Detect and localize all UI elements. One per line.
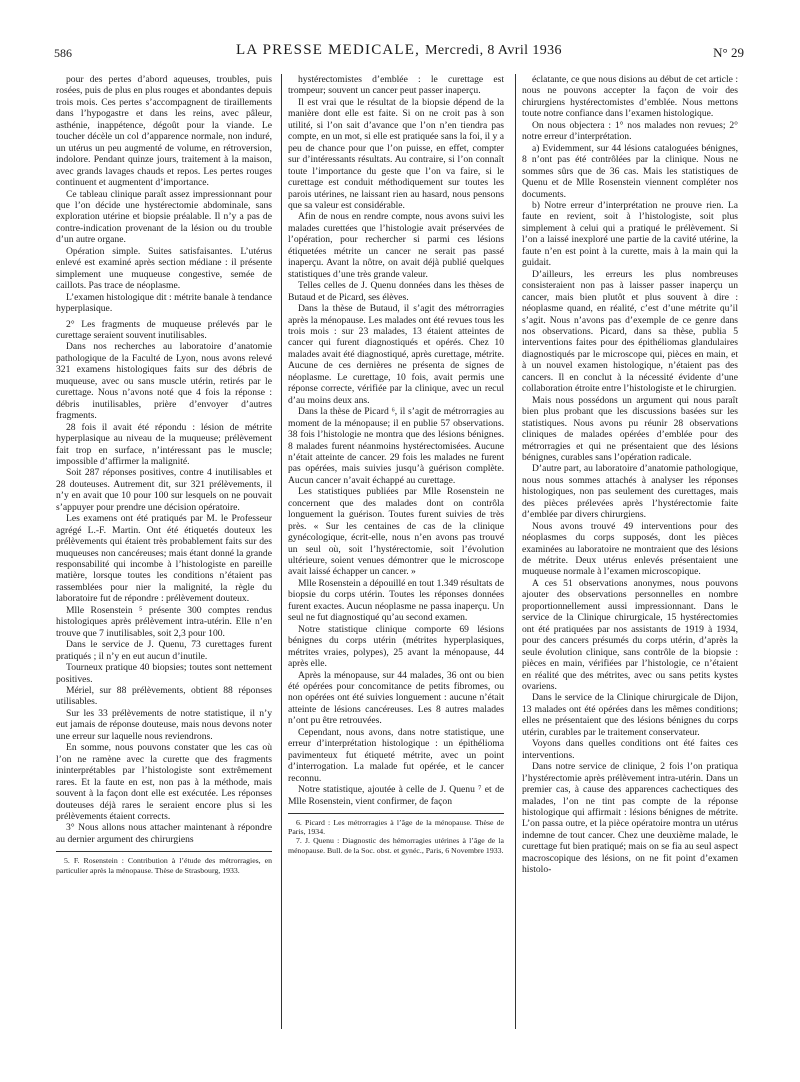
footnote-separator	[56, 851, 272, 852]
paragraph: Tourneux pratique 40 biopsies; toutes sont nettement positives.	[56, 662, 272, 685]
paragraph: Il est vrai que le résultat de la biopsie dépend de la manière dont elle est faite. Si on ne croit pas à son utilité, si l’on sait d’avance que l’on n’en tiendra pas compte, en un mot, si elle est pratiquée sans la foi, il y a peu de chance pour que l’on puisse, en effet, compter sur d’intéressants résultats. Au contraire, si l’on connaît toute l’importance du geste que l’on va faire, si le curettage est conduit méthodiquement sur toutes les parois utérines, ne laissant rien au hasard, nous pensons que sa valeur est considérable.	[288, 96, 504, 211]
paragraph: D’ailleurs, les erreurs les plus nombreuses consisteraient non pas à laisser passer inaperçu un cancer, mais bien plutôt et plus souvent à dire : néoplasme quand, en réalité, c’est d’une métrite qu’il s’agit. Nous n’avons pas d’exemple de ce genre dans nos observations. Picard, dans sa thèse, publia 5 interventions faites pour des épithéliomas glandulaires diagnostiqués par le microscope qui, pièces en main, et à un nouvel examen histologique, n’étaient pas des cancers. Il en conclut à la nécessité évidente d’une collaboration étroite entre l’histologiste et le chirurgien.	[522, 268, 738, 395]
journal-title: LA PRESSE MEDICALE,	[236, 42, 421, 58]
column-divider	[281, 74, 282, 1029]
paragraph: Les examens ont été pratiqués par M. le Professeur agrégé L.-F. Martin. Ont été étiquetés douteux les prélèvements qui étaient très probablement faits sur des muqueuses non cancéreuses; mais étant donné la grande responsabilité qui incombe à l’histologiste en pareille matière, lorsque toutes les conditions n’étaient pas rassemblées pour nier la malignité, la règle du laboratoire fut de répondre : prélèvement douteux.	[56, 513, 272, 605]
paragraph: b) Notre erreur d’interprétation ne prouve rien. La faute en revient, soit à l’histologiste, soit plus simplement à celui qui a pratiqué le prélèvement. Si l’on a laissé inexploré une partie de la cavité utérine, la faute n’en est point à la curette, mais à la main qui la guidait.	[522, 199, 738, 269]
text-column-2	[288, 74, 504, 855]
paragraph: Cependant, nous avons, dans notre statistique, une erreur d’interprétation histologique : un épithélioma pavimenteux fut étiqueté métrite, avec un point d’interrogation. La malade fut opérée, et le cancer reconnu.	[288, 726, 504, 784]
paragraph: Après la ménopause, sur 44 malades, 36 ont ou bien été opérées pour concomitance de petits fibromes, ou non opérées ont été suivies longuement : aucune n’était atteinte de lésions cancéreuses. Les 8 autres malades n’ont pu être retrouvées.	[288, 669, 504, 727]
paragraph: Ce tableau clinique paraît assez impressionnant pour que l’on décide une hystérectomie abdominale, sans exploration utérine et biopsie préalable. Il n’y a pas de contre-indication provenant de la lésion ou du trouble d’un autre organe.	[56, 188, 272, 246]
paragraph: 2° Les fragments de muqueuse prélevés par le curettage seraient souvent inutilisables.	[56, 318, 272, 341]
paragraph: 28 fois il avait été répondu : lésion de métrite hyperplasique au niveau de la muqueuse; prélèvement fait trop en surface, n’intéressant pas le muscle; impossible d’affirmer la malignité.	[56, 421, 272, 467]
paragraph: Dans la thèse de Butaud, il s’agit des métrorragies après la ménopause. Les malades ont été revues tous les trois mois : sur 23 malades, 13 étaient atteintes de cancer qui furent diagnostiqués et opérés. Chez 10 malades avait été diagnostiqué, après curettage, métrite. Aucune de ces dernières ne présenta de signes de néoplasme. Le curettage, 10 fois, avait permis une réponse correcte, vérifiée par la clinique, avec un recul d’au moins deux ans.	[288, 303, 504, 406]
paragraph: Mlle Rosenstein a dépouillé en tout 1.349 résultats de biopsie du corps utérin. Toutes les réponses données furent exactes. Aucun néoplasme ne passa inaperçu. Un seul ne fut diagnostiqué qu’au second examen.	[288, 577, 504, 624]
paragraph: Opération simple. Suites satisfaisantes. L’utérus enlevé est examiné après section médiane : il présente simplement une muqueuse congestive, semée de caillots. Pas trace de néoplasme.	[56, 245, 272, 292]
column-divider	[515, 74, 516, 1029]
paragraph: a) Evidemment, sur 44 lésions cataloguées bénignes, 8 n’ont pas été contrôlées par la clinique. Nous ne sommes sûrs que de 36 cas. Mais les statistiques de Quenu et de Mlle Rosenstein viennent compléter nos documents.	[522, 142, 738, 200]
journal-title-line	[54, 42, 744, 59]
footnote: 7. J. Quenu : Diagnostic des hémorragies utérines à l’âge de la ménopause. Bull. de la Soc. obst. et gynéc., Paris, 6 Novembre 1933.	[288, 836, 504, 855]
paragraph: A ces 51 observations anonymes, nous pouvons ajouter des observations personnelles en nombre proportionnellement aussi impressionnant. Dans le service de la Clinique chirurgicale, 15 hystérectomies ont été pratiquées par nos assistants de 1919 à 1934, pour des cancers présumés du corps utérin, d’après la seule évolution clinique, sans contrôle de la biopsie : pièces en main, vérifiées par l’histologie, ce n’étaient en réalité que des métrites, avec ou sans petits kystes ovariens.	[522, 577, 738, 693]
issue-date: Mercredi, 8 Avril 1936	[425, 43, 562, 58]
page-number: 586	[54, 46, 72, 60]
footnote-separator	[288, 813, 504, 814]
paragraph: pour des pertes d’abord aqueuses, troubles, puis rosées, puis de plus en plus rouges et abondantes depuis trois mois. Ces pertes s’accompagnent de tiraillements dans l’hypogastre et dans les reins, avec pâleur, asthénie, inappétence, dégoût pour la viande. Le toucher décèle un col d’apparence normale, non induré, un utérus un peu augmenté de volume, en rétroversion, indolore. Pendant quinze jours, traitement à la maison, avec grands lavages chauds et repos. Les pertes rouges continuent et augmentent d’importance.	[56, 74, 272, 189]
footnote: 5. F. Rosenstein : Contribution à l’étude des métrorragies, en particulier après la ménopause. Thèse de Strasbourg, 1933.	[56, 856, 272, 875]
paragraph: D’autre part, au laboratoire d’anatomie pathologique, nous nous sommes attachés à analyser les réponses histologiques, non pas seulement des curettages, mais des pièces prélevées après l’hystérectomie faite d’emblée par divers chirurgiens.	[522, 463, 738, 521]
paragraph: éclatante, ce que nous disions au début de cet article : nous ne pouvons accepter la façon de voir des chirurgiens hystérectomistes d’emblée. Nous mettons toute notre confiance dans l’examen histologique.	[522, 74, 738, 120]
text-column-3	[522, 74, 738, 876]
paragraph: Afin de nous en rendre compte, nous avons suivi les malades curettées que l’histologie avait préservées de l’opération, pour rechercher si parmi ces lésions étiquetées métrite un cancer ne serait pas passé inaperçu. Avant la nôtre, on avait déjà publié quelques statistiques d’une très grande valeur.	[288, 211, 504, 280]
paragraph: hystérectomistes d’emblée : le curettage est trompeur; souvent un cancer peut passer inaperçu.	[288, 74, 504, 97]
paragraph: Soit 287 réponses positives, contre 4 inutilisables et 28 douteuses. Autrement dit, sur 321 prélèvements, il n’y en avait que 10 pour 100 sur lesquels on ne pouvait s’appuyer pour prendre une décision opératoire.	[56, 467, 272, 513]
paragraph: 3° Nous allons nous attacher maintenant à répondre au dernier argument des chirurgiens	[56, 822, 272, 845]
paragraph: Dans le service de J. Quenu, 73 curettages furent pratiqués ; il n’y en eut aucun d’inutile.	[56, 639, 272, 662]
paragraph: Dans la thèse de Picard ⁶, il s’agit de métrorragies au moment de la ménopause; il en publie 57 observations. 38 fois l’histologie ne montra que des lésions bénignes. 8 malades furent néanmoins hystérectomisées. Aucune n’était atteinte de cancer. 29 fois les malades ne furent pas opérées, mais suivies jusqu’à guérison complète. Aucun cancer n’avait échappé au curettage.	[288, 406, 504, 486]
paragraph: Mériel, sur 88 prélèvements, obtient 88 réponses utilisables.	[56, 685, 272, 708]
paragraph: Notre statistique clinique comporte 69 lésions bénignes du corps utérin (métrites hyperplasiques, métrites vraies, polypes), 25 avant la ménopause, 44 après elle.	[288, 623, 504, 670]
text-column-1	[56, 74, 272, 875]
paragraph: En somme, nous pouvons constater que les cas où l’on ne ramène avec la curette que des fragments ininterprétables par l’histologiste sont extrêmement rares. Et la faute en est, non pas à la méthode, mais souvent à la façon dont elle est exécutée. Les réponses douteuses déjà rares le seraient encore plus si les prélèvements étaient corrects.	[56, 742, 272, 822]
paragraph: Dans notre service de clinique, 2 fois l’on pratiqua l’hystérectomie après prélèvement intra-utérin. Dans un premier cas, à cause des apparences cachectiques des malades, l’on ne tint pas compte de la réponse histologique qui affirmait : lésions bénignes de métrite. L’on passa outre, et la pièce opératoire montra un utérus indemne de tout cancer. Chez une deuxième malade, le curettage fut bien pratiqué; mais on se fia au seul aspect macroscopique des lésions, on ne fit point d’examen histolo-	[522, 761, 738, 876]
paragraph: On nous objectera : 1° nos malades non revues; 2° notre erreur d’interprétation.	[522, 119, 738, 143]
paragraph: Voyons dans quelles conditions ont été faites ces interventions.	[522, 738, 738, 761]
paragraph: Les statistiques publiées par Mlle Rosenstein ne concernent que des malades dont on contrôla longuement la guérison. Toutes furent suivies de très près. « Sur les centaines de cas de la clinique gynécologique, écrit-elle, nous n’en avons pas trouvé un seul où, soit l’hystérectomie, soit l’évolution ultérieure, soient venues démontrer que le microscope avait laissé échapper un cancer. »	[288, 486, 504, 578]
paragraph: Nous avons trouvé 49 interventions pour des néoplasmes du corps supposés, dont les pièces examinées au laboratoire ne montraient que des lésions de métrite. Deux utérus enlevés présentaient une muqueuse normale à l’examen microscopique.	[522, 520, 738, 578]
footnote: 6. Picard : Les métrorragies à l’âge de la ménopause. Thèse de Paris, 1934.	[288, 818, 504, 837]
issue-number: N° 29	[713, 45, 744, 60]
paragraph: L’examen histologique dit : métrite banale à tendance hyperplasique.	[56, 291, 272, 315]
page-header	[54, 42, 744, 66]
paragraph: Mais nous possédons un argument qui nous paraît bien plus probant que les discussions basées sur les statistiques. Nous avons pu réunir 28 observations cliniques de malades opérées d’emblée pour des métrorragies et qui ne présentaient que des lésions bénignes, curables sans l’opération radicale.	[522, 394, 738, 463]
paragraph: Dans nos recherches au laboratoire d’anatomie pathologique de la Faculté de Lyon, nous avons relevé 321 examens histologiques faits sur des débris de muqueuse, avec ou sans muscle utérin, retirés par le curettage. Nous n’avons noté que 4 fois la réponse : débris inutilisables, prière d’envoyer d’autres fragments.	[56, 341, 272, 422]
paragraph: Telles celles de J. Quenu données dans les thèses de Butaud et de Picard, ses élèves.	[288, 280, 504, 303]
paragraph: Notre statistique, ajoutée à celle de J. Quenu ⁷ et de Mlle Rosenstein, vient confirmer, de façon	[288, 784, 504, 807]
paragraph: Mlle Rosenstein ⁵ présente 300 comptes rendus histologiques après prélèvement intra-utérin. Elle n’en trouve que 7 inutilisables, soit 2,3 pour 100.	[56, 604, 272, 639]
paragraph: Sur les 33 prélèvements de notre statistique, il n’y eut jamais de réponse douteuse, mais nous devons noter une erreur sur laquelle nous reviendrons.	[56, 707, 272, 742]
paragraph: Dans le service de la Clinique chirurgicale de Dijon, 13 malades ont été opérées dans les mêmes conditions; elles ne présentaient que des lésions bénignes du corps utérin, curables par le traitement conservateur.	[522, 692, 738, 738]
